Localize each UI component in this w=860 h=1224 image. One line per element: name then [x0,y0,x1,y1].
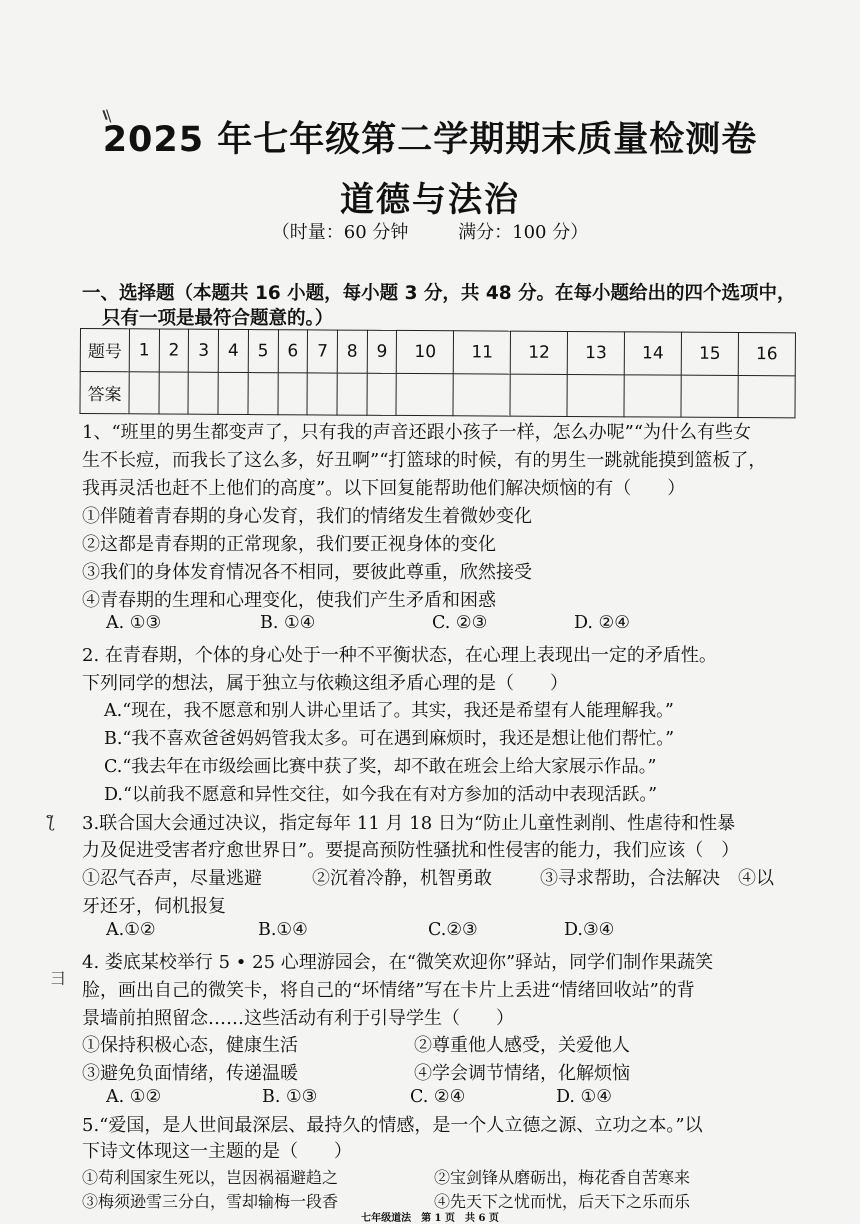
exam-title: 2025 年七年级第二学期期末质量检测卷 [102,120,758,160]
q1-item: ③我们的身体发育情况各不相同，要彼此尊重，欣然接受 [82,562,532,583]
question-number: 14 [624,332,681,375]
question-number: 4 [218,329,248,372]
q4-item: ④学会调节情绪，化解烦恼 [414,1063,630,1084]
margin-mark: \ [106,106,112,125]
q1-option-c: C. ②③ [432,613,488,633]
answer-table-number-row [80,329,795,376]
question-number: 15 [681,332,738,375]
q2-stem-line: 下列同学的想法，属于独立与依赖这组矛盾心理的是（ ） [82,673,568,694]
question-number: 10 [397,330,454,373]
q1-item: ②这都是青春期的正常现象，我们要正视身体的变化 [82,534,496,555]
answer-cell [218,372,248,415]
q3-item: ②沉着冷静，机智勇敢 [312,868,492,889]
q4-option-d: D. ①④ [556,1087,612,1107]
answer-cell [159,371,189,414]
exam-time: （时量：60 分钟 [271,222,409,243]
q3-option-d: D.③④ [564,920,615,940]
exam-meta [0,218,860,244]
subject-title: 道德与法治 [340,180,520,220]
q1-option-d: D. ②④ [574,613,630,633]
q4-stem-line: 4. 娄底某校举行 5 • 25 心理游园会，在“微笑欢迎你”驿站，同学们制作果蔬笑 [82,952,714,973]
exam-score: 满分：100 分） [458,222,589,243]
answer-cell [278,372,308,415]
answer-cell [567,374,624,417]
question-number: 3 [189,329,219,372]
q3-stem-line: 力及促进受害者疗愈世界日”。要提高预防性骚扰和性侵害的能力，我们应该（ ） [82,840,740,861]
page-footer: 七年级道法 第 1 页 共 6 页 [361,1213,499,1224]
question-number: 7 [308,330,338,373]
answer-cell [188,372,218,415]
q5-item: ②宝剑锋从磨砺出，梅花香自苦寒来 [434,1168,691,1187]
q4-option-a: A. ①② [106,1087,162,1107]
q4-item: ①保持积极心态，健康生活 [82,1035,298,1056]
q5-item: ③梅须逊雪三分白，雪却输梅一段香 [82,1192,339,1211]
q4-item: ②尊重他人感受，关爱他人 [414,1035,630,1056]
question-number: 12 [511,331,568,374]
q4-option-c: C. ②④ [410,1087,466,1107]
q1-option-a: A. ①③ [106,613,162,633]
section-heading-line2: 只有一项是最符合题意的。） [102,308,334,329]
section-heading-line1: 一、选择题（本题共 16 小题，每小题 3 分，共 48 分。在每小题给出的四个选项中， [82,283,796,304]
question-number: 8 [337,330,367,373]
q4-stem-line: 脸，画出自己的微笑卡，将自己的“坏情绪”写在卡片上丢进“情绪回收站”的背 [82,980,695,1001]
answer-cell [510,374,567,417]
q2-option-b: B.“我不喜欢爸爸妈妈管我太多。可在遇到麻烦时，我还是想让他们帮忙。” [104,729,675,749]
q1-item: ④青春期的生理和心理变化，使我们产生矛盾和困惑 [82,590,496,611]
margin-mark: 彐 [50,969,67,988]
q2-option-c: C.“我去年在市级绘画比赛中获了奖，却不敢在班会上给大家展示作品。” [104,757,657,777]
question-number: 1 [129,329,159,372]
q5-stem-line: 5.“爱国，是人世间最深层、最持久的情感，是一个人立德之源、立功之本。”以 [82,1115,703,1136]
answer-cell [129,371,159,414]
q5-stem-line: 下诗文体现这一主题的是（ ） [82,1141,352,1162]
answer-cell [307,372,337,415]
answer-table-row-label: 题号 [80,329,129,372]
q3-option-c: C.②③ [428,920,478,940]
q3-option-b: B.①④ [258,920,308,940]
question-number: 11 [454,331,511,374]
q1-stem-line: 生不长痘，而我长了这么多，好丑啊”“打篮球的时候，有的男生一跳就能摸到篮板了， [82,450,767,471]
answer-cell [337,373,367,416]
q3-item-continued: 牙还牙，伺机报复 [82,896,226,917]
question-number: 9 [367,330,397,373]
answer-cell [396,373,453,416]
question-number: 16 [738,333,795,376]
q3-option-a: A.①② [106,920,156,940]
answer-table [79,328,796,418]
answer-table-row-label: 答案 [80,371,129,414]
q3-stem-line: 3.联合国大会通过决议，指定每年 11 月 18 日为“防止儿童性剥削、性虐待和性暴 [82,813,736,834]
answer-cell [248,372,278,415]
q4-item: ③避免负面情绪，传递温暖 [82,1063,298,1084]
q4-stem-line: 景墙前拍照留念……这些活动有利于引导学生（ ） [82,1008,514,1029]
answer-cell [453,373,510,416]
q2-stem-line: 2. 在青春期，个体的身心处于一种不平衡状态，在心理上表现出一定的矛盾性。 [82,645,717,666]
margin-mark: ƪ [48,812,54,831]
q1-stem-line: 我再灵活也赶不上他们的高度”。以下回复能帮助他们解决烦恼的有（ ） [82,478,686,499]
q5-item: ①苟利国家生死以，岂因祸福避趋之 [82,1168,339,1187]
answer-cell [681,375,738,418]
q5-item: ④先天下之忧而忧，后天下之乐而乐 [434,1192,691,1211]
answer-table-answer-row [80,371,795,418]
answer-cell [367,373,397,416]
question-number: 6 [278,330,308,373]
q1-item: ①伴随着青春期的身心发育，我们的情绪发生着微妙变化 [82,506,532,527]
q4-option-b: B. ①③ [262,1087,318,1107]
q2-option-a: A.“现在，我不愿意和别人讲心里话了。其实，我还是希望有人能理解我。” [104,701,674,721]
q3-item: ①忍气吞声，尽量逃避 [82,868,262,889]
q2-option-d: D.“以前我不愿意和异性交往，如今我在有对方参加的活动中表现活跃。” [104,785,658,805]
q1-option-b: B. ①④ [260,613,316,633]
q3-item: ④以 [738,868,774,889]
answer-cell [738,375,795,418]
question-number: 2 [159,329,189,372]
question-number: 13 [567,331,624,374]
question-number: 5 [248,330,278,373]
q1-stem-line: 1、“班里的男生都变声了，只有我的声音还跟小孩子一样，怎么办呢”“为什么有些女 [82,422,752,443]
q3-item: ③寻求帮助，合法解决 [540,868,720,889]
answer-cell [624,374,681,417]
